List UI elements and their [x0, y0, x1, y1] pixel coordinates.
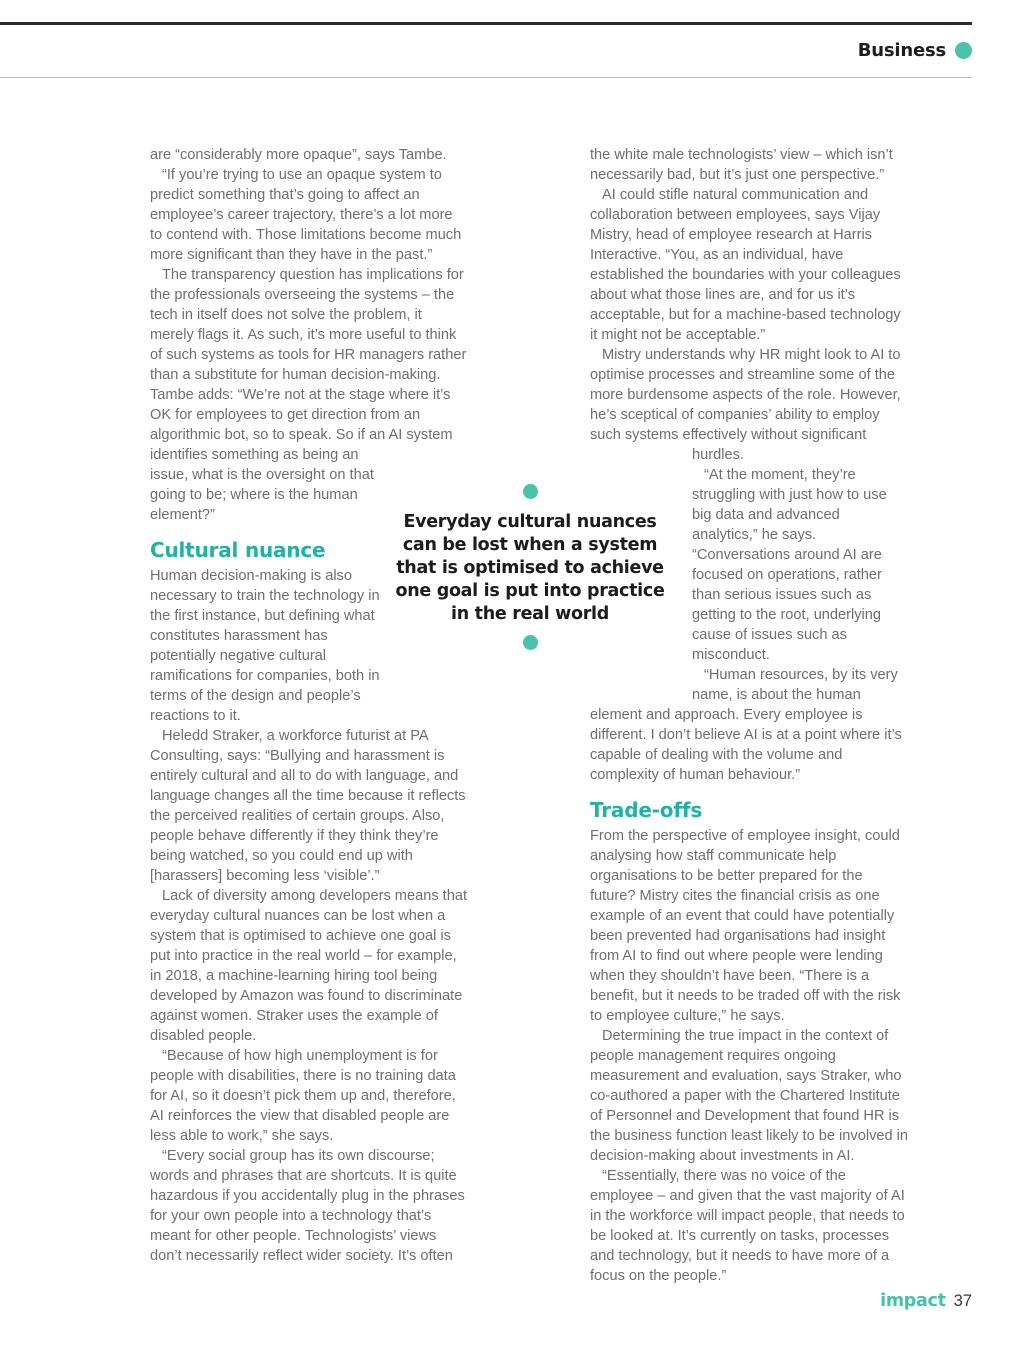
page-number: 37 [953, 1292, 972, 1310]
paragraph: Lack of diversity among developers means that everyday cultural nuances can be lost when a system that is optimised to achieve one goal is put into practice in the real world – for example, in 2018, a machine-learning hiring tool being developed by Amazon was found to discriminate against women. Straker uses the example of disabled people. [150, 888, 468, 1044]
paragraph: AI could stifle natural communication and collaboration between employees, says Vijay Mistry, head of employee research at Harris Interactive. “You, as an individual, have established the boundaries with your colleagues about what those lines are, and for us it’s acceptable, but for a machine-based technology it might not be acceptable.” [590, 187, 901, 343]
page-header [858, 40, 972, 61]
pull-quote [380, 484, 680, 655]
paragraph: From the perspective of employee insight, could analysing how staff communicate help organisations to be better prepared for the future? Mistry cites the financial crisis as one example of an event that could have potentially been prevented had organisations had insight from AI to find out where people were lending when they shouldn’t have been. “There is a benefit, but it needs to be traded off with the risk to employee culture,” he says. [590, 828, 901, 1024]
page-footer [880, 1291, 972, 1311]
pull-quote-line: that is optimised to achieve [396, 558, 664, 578]
right-column [590, 145, 908, 1286]
paragraph: Human decision-making is also necessary to train the technology in the first instance, but defining what constitutes harassment has potentially negative cultural ramifications for companies, both in terms of the design and people’s reactions to it. [150, 568, 380, 724]
pull-quote-text [380, 511, 680, 626]
section-label: Business [857, 40, 946, 61]
quote-dot-top-icon [523, 484, 538, 499]
paragraph: Heledd Straker, a workforce futurist at PA Consulting, says: “Bullying and harassment is entirely cultural and all to do with language, and language changes all the time because it reflects the perceived realities of certain groups. Also, people behave differently if they think they’re being watched, so you could end up with [harassers] becoming less ‘visible’.” [150, 728, 466, 884]
pull-quote-line: can be lost when a system [402, 535, 658, 555]
magazine-logo: impact [880, 1291, 946, 1311]
paragraph: Mistry understands why HR might look to AI to optimise processes and streamline some of the more burdensome aspects of the role. However, he’s sceptical of companies’ ability to employ such systems effectively without significant hurdles. [590, 347, 901, 463]
pull-quote-line: in the real world [451, 604, 609, 624]
paragraph: the white male technologists’ view – which isn’t necessarily bad, but it’s just one perspective.” [590, 147, 893, 183]
header-divider [0, 77, 972, 78]
paragraph: The transparency question has implications for the professionals overseeing the systems – the tech in itself does not solve the problem, it merely flags it. As such, it’s more useful to think of such systems as tools for HR managers rather than a substitute for human decision-making. Tambe adds: “We’re not at the stage where it’s OK for employees to get direction from an algorithmic bot, so to speak. So if an AI system identifies something as being an issue, what is the oversight on that going to be; where is the human element?” [150, 267, 467, 523]
paragraph: “Human resources, by its very name, is about the human element and approach. Every employee is different. I don’t believe AI is at a point where it’s capable of dealing with the volume and complexity of human behaviour.” [590, 667, 902, 783]
section-heading-cultural-nuance: Cultural nuance [150, 538, 326, 562]
pull-quote-line: Everyday cultural nuances [403, 512, 657, 532]
pull-quote-line: one goal is put into practice [395, 581, 665, 601]
paragraph: “Because of how high unemployment is for people with disabilities, there is no training data for AI, so it doesn’t pick them up and, therefore, AI reinforces the view that disabled people are less able to work,” she says. [150, 1048, 456, 1144]
paragraph: “Every social group has its own discourse; words and phrases that are shortcuts. It is quite hazardous if you accidentally plug in the phrases for your own people into a technology that’s meant for other people. Technologists’ views don’t necessarily reflect wider society. It’s often [150, 1148, 465, 1264]
top-rule [0, 22, 972, 25]
section-dot-icon [955, 42, 972, 59]
paragraph: Determining the true impact in the context of people management requires ongoing measurement and evaluation, says Straker, who co-authored a paper with the Chartered Institute of Personnel and Development that found HR is the business function least likely to be involved in decision-making about investments in AI. [590, 1028, 909, 1164]
paragraph: “If you’re trying to use an opaque system to predict something that’s going to affect an employee’s career trajectory, there’s a lot more to contend with. Those limitations become much more significant than they have in the past.” [150, 167, 462, 263]
left-column [150, 145, 468, 1266]
paragraph: are “considerably more opaque”, says Tambe. [150, 147, 447, 163]
paragraph: “Essentially, there was no voice of the employee – and given that the vast majority of AI in the workforce will impact people, that needs to be looked at. It’s currently on tasks, processes and technology, but it needs to have more of a focus on the people.” [590, 1168, 905, 1284]
quote-dot-bottom-icon [523, 635, 538, 650]
section-heading-trade-offs: Trade-offs [590, 798, 703, 822]
paragraph: “At the moment, they’re struggling with just how to use big data and advanced analytics,” he says. “Conversations around AI are focused on operations, rather than serious issues such as getting to the root, underlying cause of issues such as misconduct. [692, 467, 887, 663]
